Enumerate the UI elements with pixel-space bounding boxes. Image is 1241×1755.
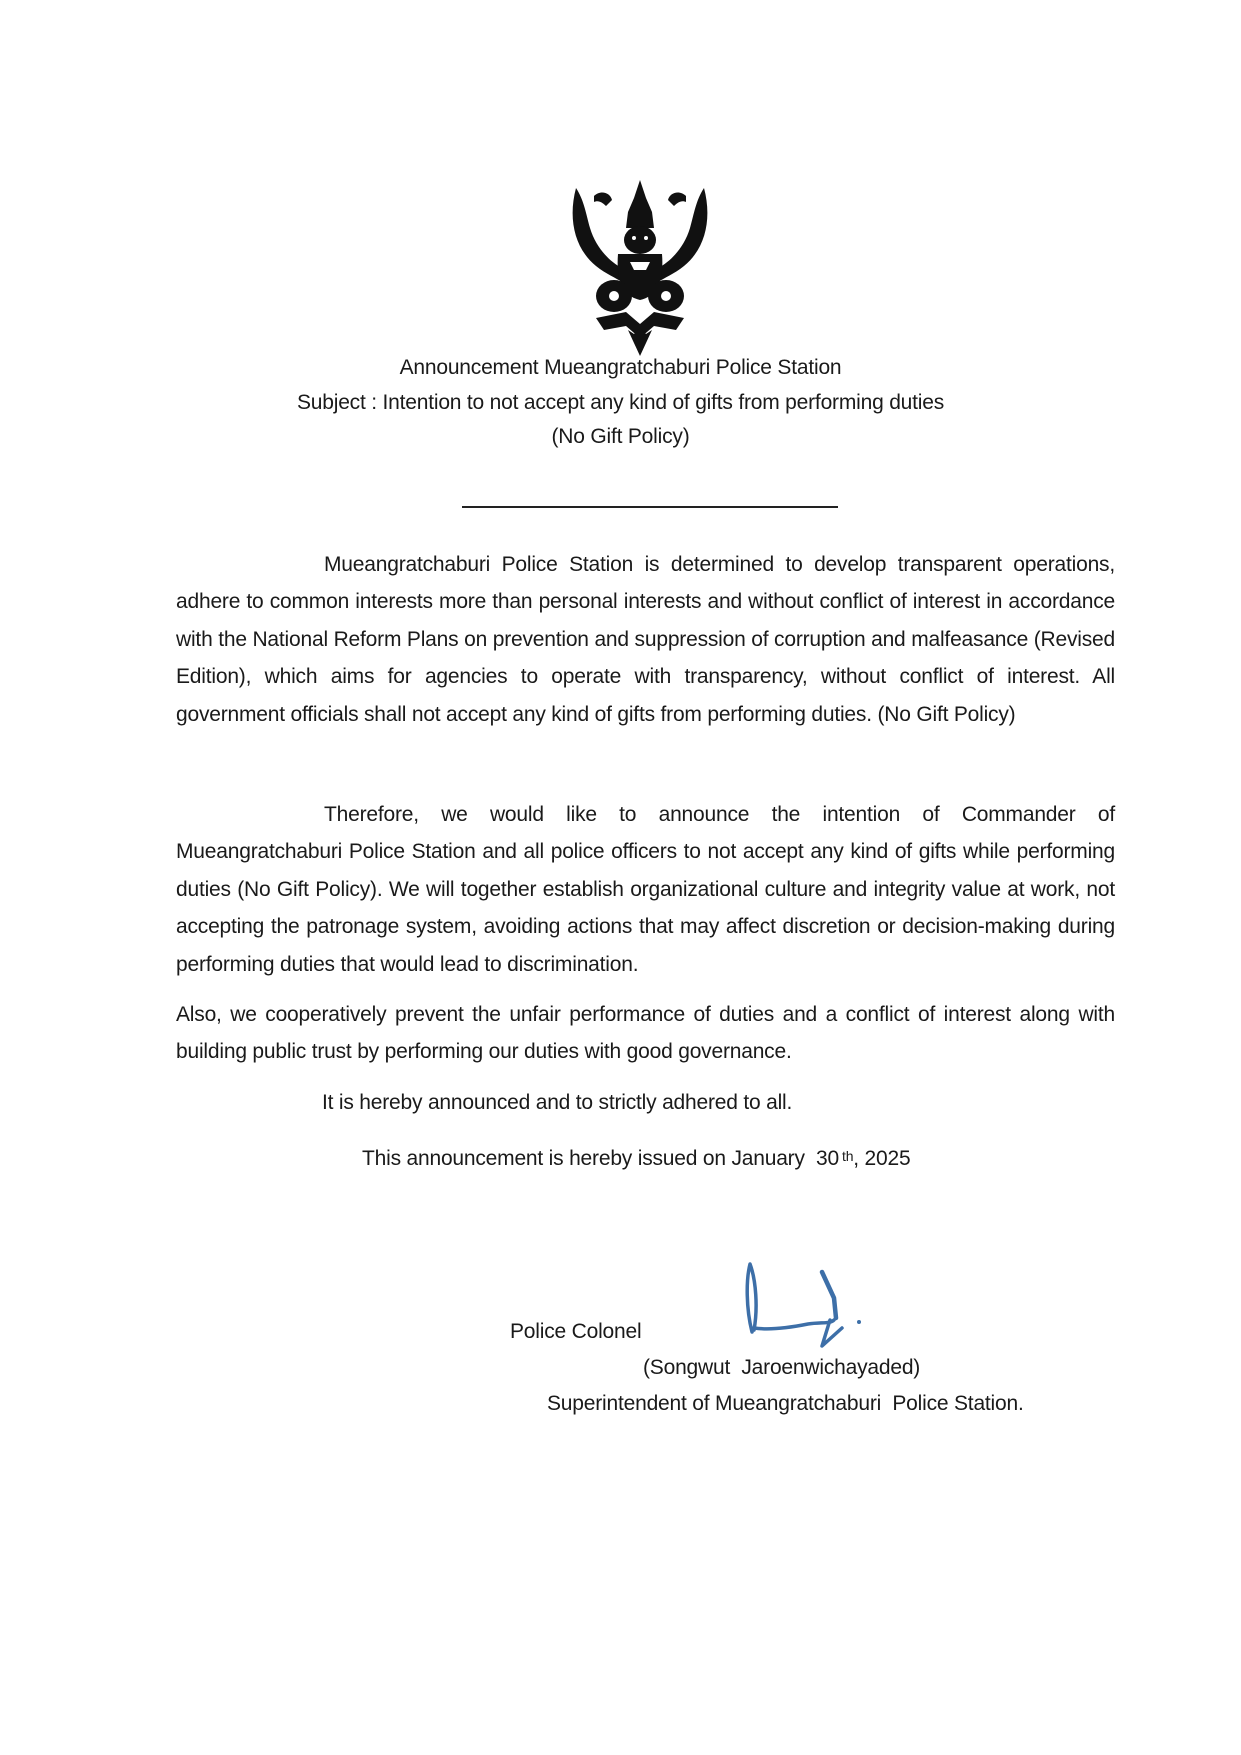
- issue-date: [362, 1145, 910, 1174]
- issue-date-suffix: , 2025: [853, 1147, 911, 1170]
- header-divider: [462, 506, 838, 508]
- paragraph-text: Also, we cooperatively prevent the unfair performance of duties and a conflict of interest along with building public trust by performing our duties with good governance.: [176, 1003, 1115, 1064]
- announcement-subject: Subject : Intention to not accept any kind of gifts from performing duties: [296, 391, 945, 414]
- body-paragraph-3: [176, 996, 1115, 1071]
- body-paragraph-2: [176, 796, 1115, 983]
- garuda-emblem-icon: [566, 178, 714, 358]
- issue-date-ordinal: th: [842, 1148, 854, 1164]
- signatory-rank: Police Colonel: [510, 1320, 642, 1343]
- closing-statement: It is hereby announced and to strictly adhered to all.: [322, 1091, 793, 1114]
- signatory-position: Superintendent of Mueangratchaburi Police Station.: [547, 1392, 1024, 1415]
- signatory-name: (Songwut Jaroenwichayaded): [643, 1356, 921, 1379]
- announcement-title: Announcement Mueangratchaburi Police Station: [399, 356, 842, 379]
- paragraph-text: Therefore, we would like to announce the intention of Commander of Mueangratchaburi Police Station and all police officers to not accept any kind of gifts while performing duties (No Gift Policy). We will together establish organizational culture and integrity value at work, not accepting the patronage system, avoiding actions that may affect discretion or decision-making during performing duties that would lead to discrimination.: [176, 803, 1115, 976]
- body-paragraph-1: [176, 546, 1115, 733]
- issue-date-prefix: This announcement is hereby issued on January 30: [362, 1147, 839, 1170]
- paragraph-text: Mueangratchaburi Police Station is determined to develop transparent operations, adhere to common interests more than personal interests and without conflict of interest in accordance with the National Reform Plans on prevention and suppression of corruption and malfeasance (Revised Edition), which aims for agencies to operate with transparency, without conflict of interest. All government officials shall not accept any kind of gifts from performing duties. (No Gift Policy): [176, 553, 1115, 726]
- signature-icon: [738, 1258, 868, 1350]
- policy-name: (No Gift Policy): [551, 425, 690, 448]
